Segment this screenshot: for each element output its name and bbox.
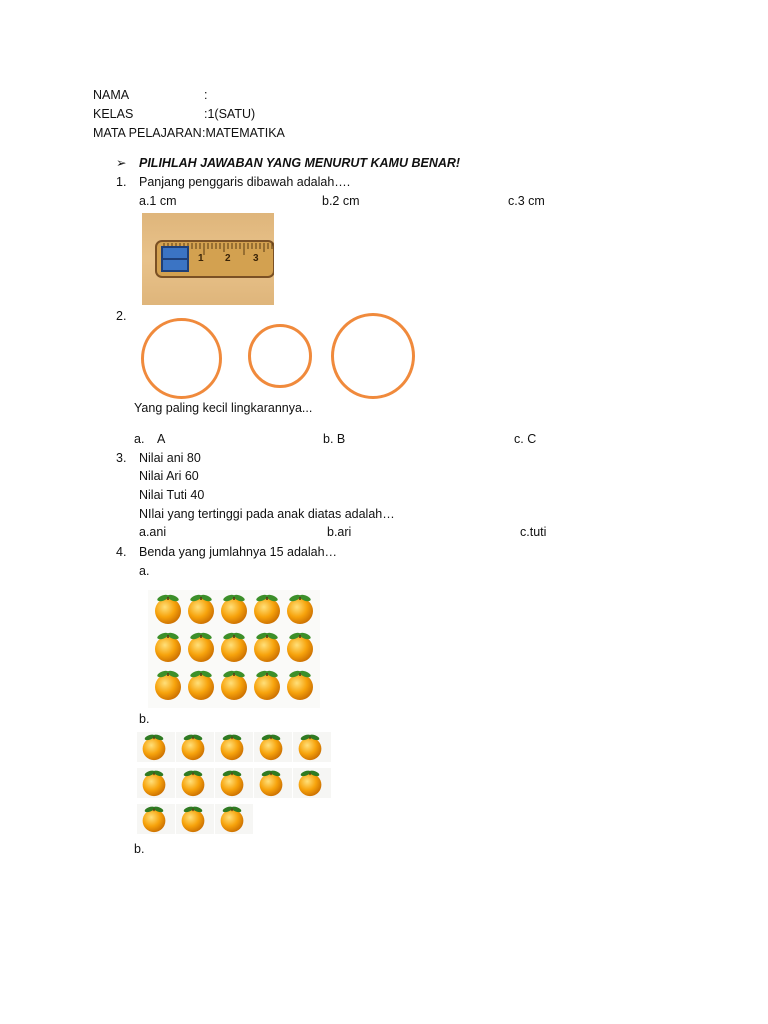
ruler-tick-label: 3 (253, 253, 259, 264)
q3-number: 3. (116, 451, 127, 465)
orange-icon (140, 769, 168, 797)
q1-text: Panjang penggaris dibawah adalah…. (139, 175, 351, 189)
kelas-value: :1(SATU) (204, 107, 256, 121)
q3-line-2: Nilai Ari 60 (139, 469, 199, 483)
orange-icon (251, 631, 283, 663)
q4-option-a: a. (139, 564, 150, 578)
orange-icon (218, 669, 250, 701)
q3-line-1: Nilai ani 80 (139, 451, 201, 465)
mapel-value: :MATEMATIKA (202, 126, 285, 140)
nama-label: NAMA (93, 88, 130, 102)
instruction-text: PILIHLAH JAWABAN YANG MENURUT KAMU BENAR! (139, 156, 461, 170)
q2-option-b: b. B (323, 432, 346, 446)
orange-icon (179, 733, 207, 761)
orange-icon (179, 805, 207, 833)
ruler-image (142, 213, 274, 305)
orange-icon (152, 669, 184, 701)
orange-cell (137, 768, 175, 798)
q2-option-a: A (157, 432, 166, 446)
q4-option-b-second: b. (134, 842, 145, 856)
circle-c (331, 313, 415, 399)
circle-a (141, 318, 222, 399)
orange-icon (152, 631, 184, 663)
orange-icon (185, 593, 217, 625)
q4-text: Benda yang jumlahnya 15 adalah… (139, 545, 338, 559)
orange-icon (257, 769, 285, 797)
q1-option-a: a.1 cm (139, 194, 177, 208)
q4-option-b: b. (139, 712, 150, 726)
orange-cell (176, 732, 214, 762)
orange-cell (176, 804, 214, 834)
orange-grid-a (148, 590, 320, 708)
orange-cell (215, 768, 253, 798)
orange-cell (137, 804, 175, 834)
q1-option-b: b.2 cm (322, 194, 360, 208)
orange-icon (140, 805, 168, 833)
orange-cell (176, 768, 214, 798)
orange-grid-b (137, 732, 331, 834)
q2-text: Yang paling kecil lingkarannya... (134, 401, 313, 415)
orange-icon (296, 769, 324, 797)
orange-icon (140, 733, 168, 761)
ruler-tick-label: 1 (198, 253, 204, 264)
q2-number: 2. (116, 309, 127, 323)
orange-icon (218, 733, 246, 761)
q3-line-3: Nilai Tuti 40 (139, 488, 205, 502)
nama-colon: : (204, 88, 208, 102)
q3-option-a: a.ani (139, 525, 167, 539)
orange-icon (218, 769, 246, 797)
q3-question: NIlai yang tertinggi pada anak diatas adalah… (139, 507, 395, 521)
orange-icon (251, 669, 283, 701)
q4-number: 4. (116, 545, 127, 559)
instruction-bullet-icon: ➢ (116, 156, 127, 170)
orange-icon (284, 669, 316, 701)
q3-option-c: c.tuti (520, 525, 547, 539)
orange-icon (218, 631, 250, 663)
orange-cell (254, 732, 292, 762)
orange-icon (218, 805, 246, 833)
orange-cell (293, 768, 331, 798)
q1-number: 1. (116, 175, 127, 189)
orange-cell (215, 804, 253, 834)
orange-icon (152, 593, 184, 625)
orange-icon (218, 593, 250, 625)
orange-icon (179, 769, 207, 797)
kelas-label: KELAS (93, 107, 134, 121)
orange-icon (251, 593, 283, 625)
orange-icon (284, 631, 316, 663)
mapel-label: MATA PELAJARAN (93, 126, 202, 140)
orange-icon (185, 631, 217, 663)
circle-b (248, 324, 312, 388)
orange-icon (284, 593, 316, 625)
q1-option-c: c.3 cm (508, 194, 545, 208)
orange-icon (257, 733, 285, 761)
orange-cell (137, 732, 175, 762)
q3-option-b: b.ari (327, 525, 352, 539)
ruler-tick-label: 2 (225, 253, 231, 264)
orange-icon (185, 669, 217, 701)
orange-cell (293, 732, 331, 762)
orange-cell (215, 732, 253, 762)
orange-cell (254, 768, 292, 798)
orange-icon (296, 733, 324, 761)
q2-option-c: c. C (514, 432, 537, 446)
q2-option-a-prefix: a. (134, 432, 145, 446)
